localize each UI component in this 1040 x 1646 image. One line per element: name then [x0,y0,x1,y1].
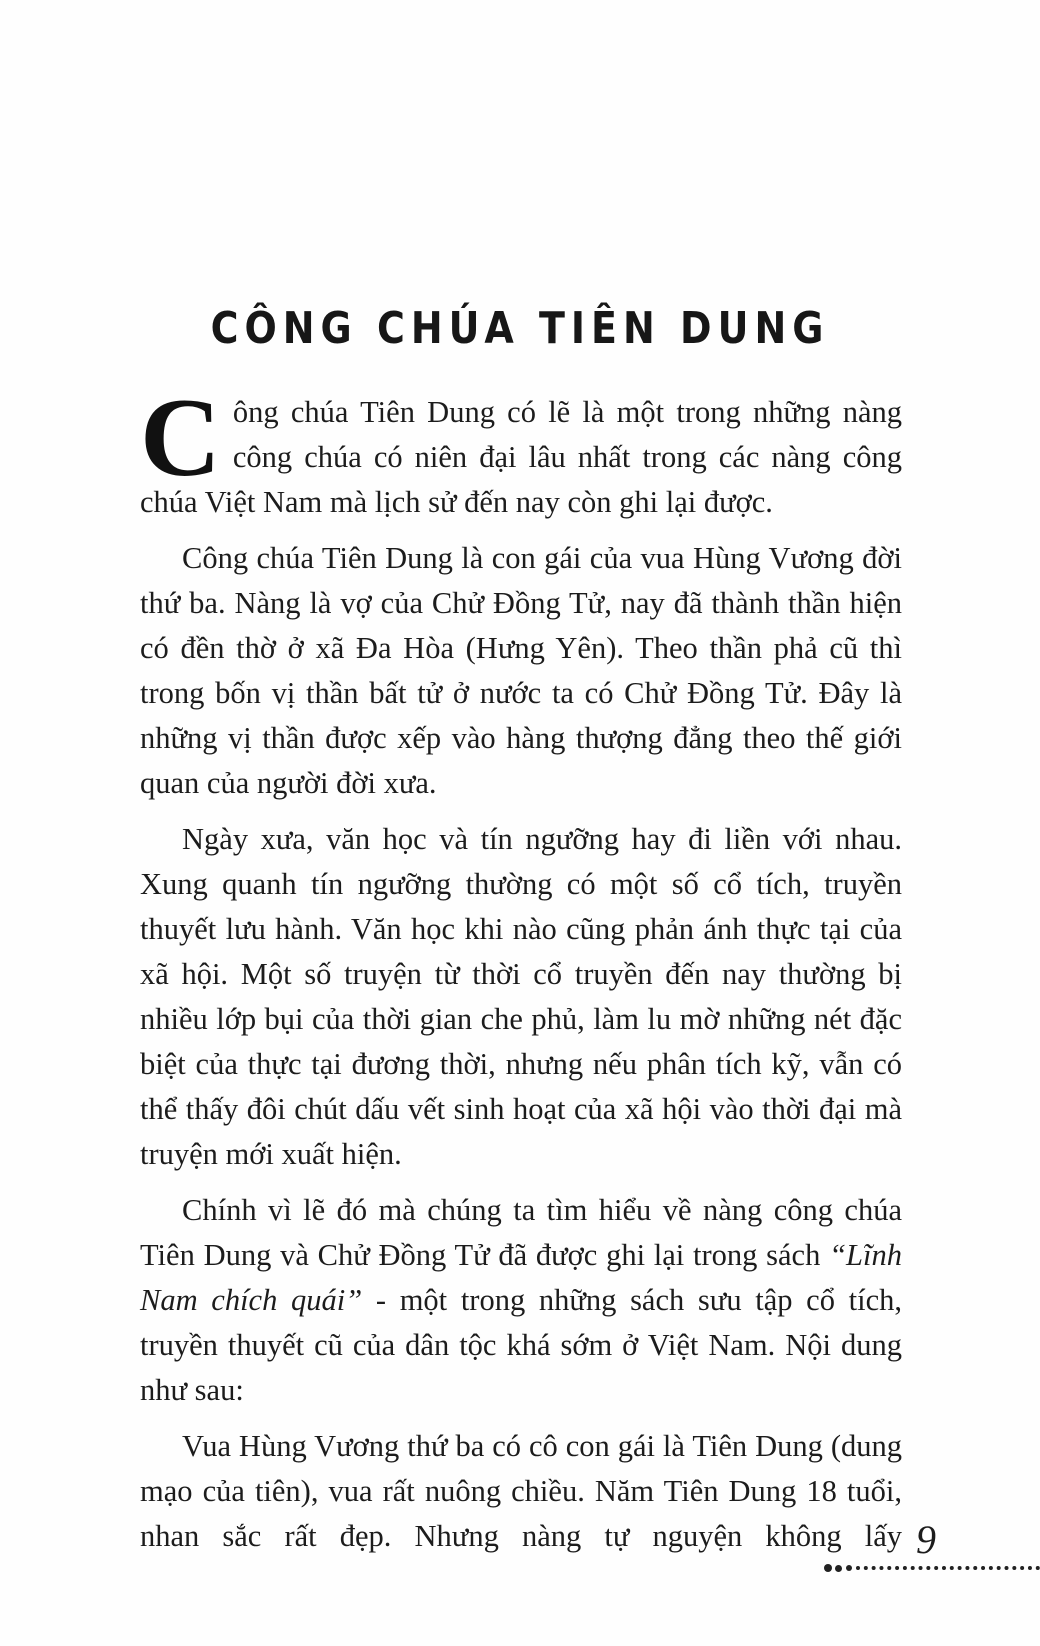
paragraph-4-text-before: Chính vì lẽ đó mà chúng ta tìm hiểu về nàng công chúa Tiên Dung và Chử Đồng Tử đã được ghi lại trong sách [140,1193,902,1272]
paragraph-4 [140,1188,902,1413]
paragraph-2: Công chúa Tiên Dung là con gái của vua Hùng Vương đời thứ ba. Nàng là vợ của Chử Đồng Tử, nay đã thành thần hiện có đền thờ ở xã Đa Hòa (Hưng Yên). Theo thần phả cũ thì trong bốn vị thần bất tử ở nước ta có Chử Đồng Tử. Đây là những vị thần được xếp vào hàng thượng đẳng theo thế giới quan của người đời xưa. [140,541,902,800]
book-title-italic: “Lĩnh Nam chích quái” [140,1238,902,1317]
paragraph-5: Vua Hùng Vương thứ ba có cô con gái là Tiên Dung (dung mạo của tiên), vua rất nuông chiều. Năm Tiên Dung 18 tuổi, nhan sắc rất đẹp. Nhưng nàng tự nguyện không lấy [140,1429,902,1553]
paragraph-4-text-after: - một trong những sách sưu tập cổ tích, truyền thuyết cũ của dân tộc khá sớm ở Việt Nam. Nội dung như sau: [140,1283,902,1407]
page-footer [824,1517,1040,1572]
paragraph-1-text: ông chúa Tiên Dung có lẽ là một trong những nàng công chúa có niên đại lâu nhất trong các nàng công chúa Việt Nam mà lịch sử đến nay còn ghi lại được. [140,395,902,519]
paragraph-1 [140,376,902,525]
chapter-title: CÔNG CHÚA TIÊN DUNG [210,303,830,354]
leader-dot-medium [846,1565,852,1571]
paragraph-3: Ngày xưa, văn học và tín ngưỡng hay đi liền với nhau. Xung quanh tín ngưỡng thường có một số cổ tích, truyền thuyết lưu hành. Văn học khi nào cũng phản ánh thực tại của xã hội. Một số truyện từ thời cổ truyền đến nay thường bị nhiều lớp bụi của thời gian che phủ, làm lu mờ những nét đặc biệt của thực tại đương thời, nhưng nếu phân tích kỹ, vẫn có thể thấy đôi chút dấu vết sinh hoạt của xã hội vào thời đại mà truyện mới xuất hiện. [140,822,902,1171]
drop-cap: C [140,376,221,500]
dotted-leader [824,1564,1040,1572]
body-text [140,376,902,1570]
leader-dotted-line [856,1566,1040,1570]
leader-dot-large [835,1565,842,1572]
page-number: 9 [916,1517,936,1562]
leader-dot-large [824,1564,832,1572]
